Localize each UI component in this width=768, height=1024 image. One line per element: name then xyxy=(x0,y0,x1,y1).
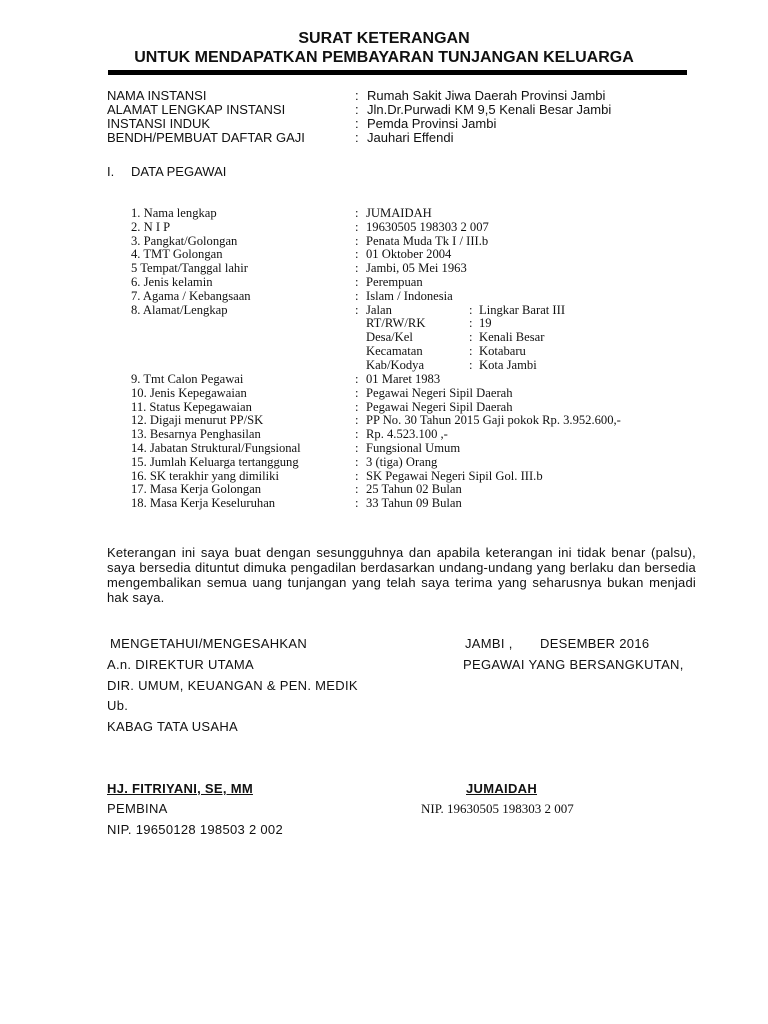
address-value: 19 xyxy=(479,316,492,331)
employee-field-label: 10. Jenis Kepegawaian xyxy=(131,385,247,400)
employee-field-colon: : xyxy=(355,454,359,469)
approver-name: HJ. FITRIYANI, SE, MM xyxy=(107,781,253,796)
employee-field-colon: : xyxy=(355,372,359,386)
address-value: Kota Jambi xyxy=(479,357,537,372)
address-value: Kenali Besar xyxy=(479,330,545,345)
signature-place: JAMBI , xyxy=(465,636,513,651)
employee-field-colon: : xyxy=(355,206,359,220)
address-label: Kecamatan xyxy=(366,344,423,358)
employee-field-colon: : xyxy=(355,496,359,511)
header-field-value: Jauhari Effendi xyxy=(367,130,454,145)
employee-field-value: 01 Maret 1983 xyxy=(366,372,441,386)
approver-rank: PEMBINA xyxy=(107,801,168,816)
employee-field-value: Jalan xyxy=(366,302,392,317)
employee-field-label: 5 Tempat/Tanggal lahir xyxy=(131,261,248,276)
employee-field-label: 16. SK terakhir yang dimiliki xyxy=(131,468,279,483)
header-field-colon: : xyxy=(355,88,359,103)
header-field-label: NAMA INSTANSI xyxy=(107,88,207,103)
address-label: RT/RW/RK xyxy=(366,316,426,331)
employee-field-label: 8. Alamat/Lengkap xyxy=(131,302,228,317)
header-field-value: Jln.Dr.Purwadi KM 9,5 Kenali Besar Jambi xyxy=(367,102,612,117)
header-field-colon: : xyxy=(355,130,359,145)
employee-field-value: 3 (tiga) Orang xyxy=(366,454,438,469)
employee-field-colon: : xyxy=(355,468,359,483)
employee-field-value: Jambi, 05 Mei 1963 xyxy=(366,261,467,276)
employee-field-label: 7. Agama / Kebangsaan xyxy=(131,288,251,303)
employee-field-label: 11. Status Kepegawaian xyxy=(131,399,252,414)
header-field-label: INSTANSI INDUK xyxy=(107,116,211,131)
employee-field-label: 13. Besarnya Penghasilan xyxy=(131,427,261,442)
employee-field-colon: : xyxy=(355,482,359,497)
employee-field-value: Islam / Indonesia xyxy=(366,288,453,303)
employee-field-value: Fungsional Umum xyxy=(366,441,461,455)
employee-field-value: 25 Tahun 02 Bulan xyxy=(366,482,462,497)
employee-nip: NIP. 19630505 198303 2 007 xyxy=(421,801,574,816)
employee-field-colon: : xyxy=(355,413,359,428)
address-label: Desa/Kel xyxy=(366,330,413,345)
employee-field-label: 6. Jenis kelamin xyxy=(131,275,213,289)
header-field-label: BENDH/PEMBUAT DAFTAR GAJI xyxy=(107,130,305,145)
approval-ub: Ub. xyxy=(107,698,129,713)
header-field-colon: : xyxy=(355,116,359,131)
address-colon: : xyxy=(469,316,473,331)
employee-field-label: 17. Masa Kerja Golongan xyxy=(131,482,262,497)
header-field-colon: : xyxy=(355,102,359,117)
employee-field-colon: : xyxy=(355,399,359,414)
section-title: DATA PEGAWAI xyxy=(131,164,227,179)
employee-field-colon: : xyxy=(355,385,359,400)
approval-on-behalf: A.n. DIREKTUR UTAMA xyxy=(107,657,255,672)
employee-field-value: 19630505 198303 2 007 xyxy=(366,219,489,234)
header-field-value: Rumah Sakit Jiwa Daerah Provinsi Jambi xyxy=(367,88,606,103)
signature-date: DESEMBER 2016 xyxy=(540,636,650,651)
employee-field-label: 3. Pangkat/Golongan xyxy=(131,233,238,248)
employee-field-label: 12. Digaji menurut PP/SK xyxy=(131,413,264,428)
employee-field-label: 2. N I P xyxy=(131,219,171,234)
employee-field-value: JUMAIDAH xyxy=(366,206,432,220)
employee-field-value: PP No. 30 Tahun 2015 Gaji pokok Rp. 3.952.600,- xyxy=(366,413,621,428)
approval-heading: MENGETAHUI/MENGESAHKAN xyxy=(110,636,308,651)
employee-field-colon: : xyxy=(355,275,359,289)
employee-field-colon: : xyxy=(355,288,359,303)
employee-field-label: 14. Jabatan Struktural/Fungsional xyxy=(131,441,301,455)
address-label: Kab/Kodya xyxy=(366,357,425,372)
address-colon: : xyxy=(469,344,473,358)
employee-role: PEGAWAI YANG BERSANGKUTAN, xyxy=(463,657,684,672)
approver-nip: NIP. 19650128 198503 2 002 xyxy=(107,822,283,837)
document-subtitle: UNTUK MENDAPATKAN PEMBAYARAN TUNJANGAN KELUARGA xyxy=(134,49,634,66)
approval-office: KABAG TATA USAHA xyxy=(107,719,238,734)
employee-field-label: 1. Nama lengkap xyxy=(131,206,217,220)
title-divider xyxy=(108,70,687,75)
employee-field-colon: : xyxy=(355,233,359,248)
employee-field-value: 01 Oktober 2004 xyxy=(366,247,452,262)
employee-field-colon: : xyxy=(355,441,359,455)
employee-field-value: Rp. 4.523.100 ,- xyxy=(366,427,448,442)
employee-field-value: Pegawai Negeri Sipil Daerah xyxy=(366,385,513,400)
employee-field-label: 4. TMT Golongan xyxy=(131,247,223,262)
address-colon: : xyxy=(469,357,473,372)
employee-field-colon: : xyxy=(355,219,359,234)
address-colon: : xyxy=(469,330,473,345)
employee-field-label: 15. Jumlah Keluarga tertanggung xyxy=(131,454,299,469)
approval-directorate: DIR. UMUM, KEUANGAN & PEN. MEDIK xyxy=(107,678,358,693)
employee-field-value: 33 Tahun 09 Bulan xyxy=(366,496,462,511)
statement-paragraph: Keterangan ini saya buat dengan sesungguhnya dan apabila keterangan ini tidak benar (palsu), saya bersedia dituntut dimuka pengadilan berdasarkan undang-undang yang berlaku dan bersedia mengembalikan semua uang tunjangan yang telah saya terima yang seharusnya bukan menjadi hak saya. xyxy=(107,545,696,605)
employee-name: JUMAIDAH xyxy=(466,781,538,796)
employee-field-colon: : xyxy=(355,427,359,442)
address-value: Lingkar Barat III xyxy=(479,302,566,317)
section-number: I. xyxy=(107,164,115,179)
document-title: SURAT KETERANGAN xyxy=(298,30,470,47)
employee-field-label: 9. Tmt Calon Pegawai xyxy=(131,372,244,386)
employee-field-label: 18. Masa Kerja Keseluruhan xyxy=(131,496,276,511)
employee-field-value: Penata Muda Tk I / III.b xyxy=(366,233,489,248)
employee-field-colon: : xyxy=(355,247,359,262)
employee-field-value: Perempuan xyxy=(366,275,423,289)
header-field-label: ALAMAT LENGKAP INSTANSI xyxy=(107,102,286,117)
header-field-value: Pemda Provinsi Jambi xyxy=(367,116,497,131)
address-value: Kotabaru xyxy=(479,344,526,358)
employee-field-colon: : xyxy=(355,261,359,276)
address-colon: : xyxy=(469,302,473,317)
employee-field-value: SK Pegawai Negeri Sipil Gol. III.b xyxy=(366,468,543,483)
employee-field-value: Pegawai Negeri Sipil Daerah xyxy=(366,399,513,414)
employee-field-colon: : xyxy=(355,302,359,317)
